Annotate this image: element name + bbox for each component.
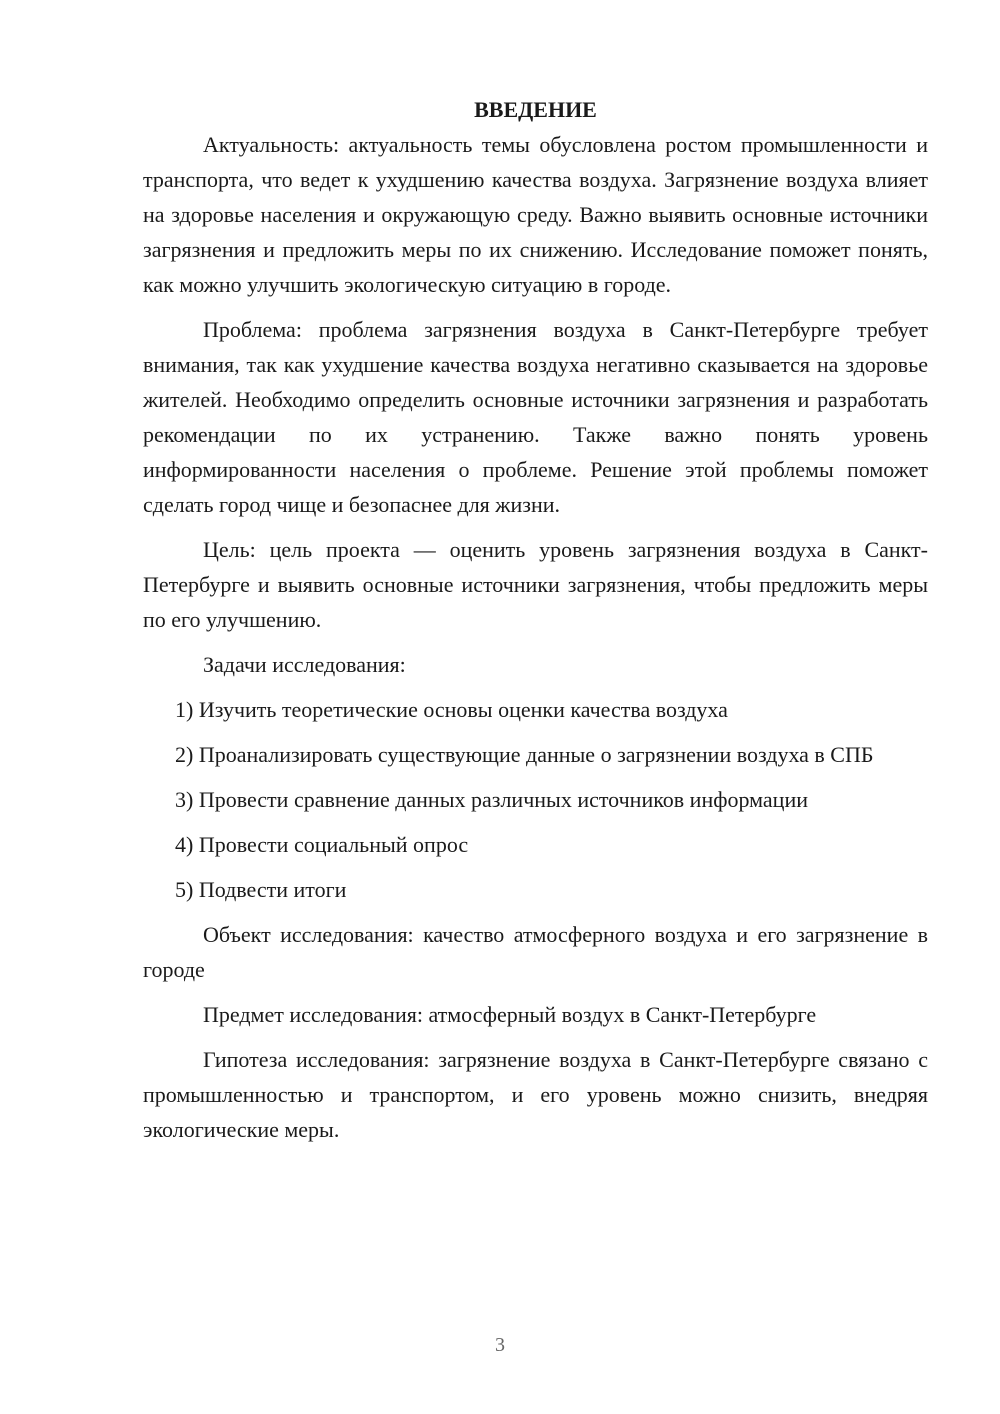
list-item: 2) Проанализировать существующие данные о загрязнении воздуха в СПБ <box>175 742 874 767</box>
subject-paragraph: Предмет исследования: атмосферный воздух в Санкт-Петербурге <box>203 1002 817 1027</box>
tasks-list <box>143 692 928 907</box>
list-item: 5) Подвести итоги <box>175 877 347 902</box>
hypothesis-paragraph: Гипотеза исследования: загрязнение воздуха в Санкт-Петербурге связано с промышленностью и транспортом, и его уровень можно снизить, внедряя экологические меры. <box>143 1047 928 1142</box>
goal-paragraph: Цель: цель проекта — оценить уровень загрязнения воздуха в Санкт-Петербурге и выявить основные источники загрязнения, чтобы предложить меры по его улучшению. <box>143 537 928 632</box>
list-item: 3) Провести сравнение данных различных источников информации <box>175 787 809 812</box>
tasks-heading: Задачи исследования: <box>203 652 406 677</box>
list-item: 1) Изучить теоретические основы оценки качества воздуха <box>175 697 728 722</box>
list-item: 4) Провести социальный опрос <box>175 832 469 857</box>
relevance-paragraph: Актуальность: актуальность темы обусловлена ростом промышленности и транспорта, что ведет к ухудшению качества воздуха. Загрязнение воздуха влияет на здоровье населения и окружающую среду. Важно выявить основные источники загрязнения и предложить меры по их снижению. Исследование поможет понять, как можно улучшить экологическую ситуацию в городе. <box>143 132 928 297</box>
page-number: 3 <box>495 1334 505 1356</box>
document-body <box>143 92 928 1157</box>
problem-paragraph: Проблема: проблема загрязнения воздуха в Санкт-Петербурге требует внимания, так как ухудшение качества воздуха негативно сказывается на здоровье жителей. Необходимо определить основные источники загрязнения и разработать рекомендации по их устранению. Также важно понять уровень информированности населения о проблеме. Решение этой проблемы поможет сделать город чище и безопаснее для жизни. <box>143 317 928 517</box>
section-title: ВВЕДЕНИЕ <box>474 97 597 122</box>
object-paragraph: Объект исследования: качество атмосферного воздуха и его загрязнение в городе <box>143 922 928 982</box>
